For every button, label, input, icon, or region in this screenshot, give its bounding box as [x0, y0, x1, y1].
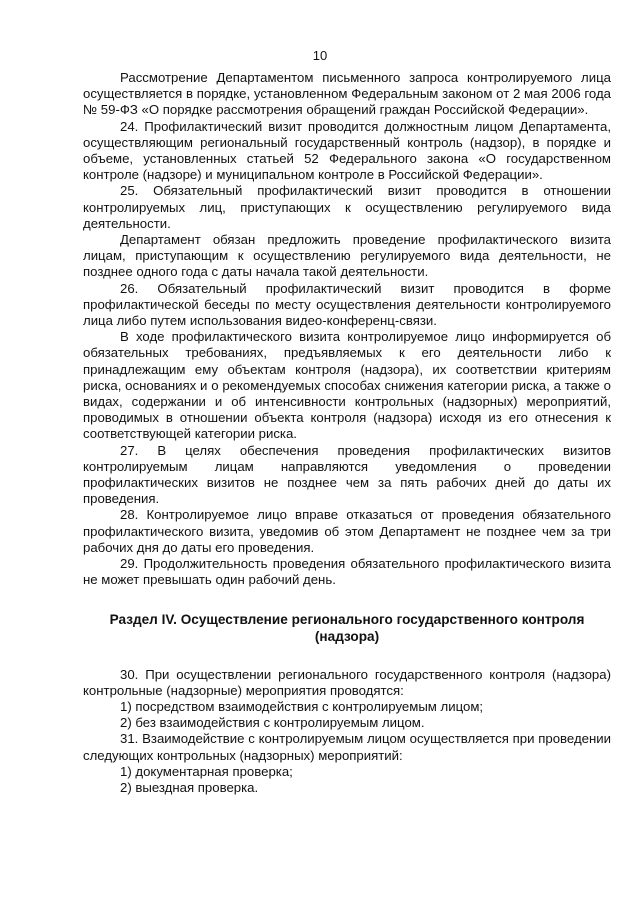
section-heading: Раздел IV. Осуществление регионального государственного контроля (надзора)	[109, 611, 585, 644]
list-item: 2) выездная проверка.	[120, 779, 259, 795]
paragraph-item-28: 28. Контролируемое лицо вправе отказаться от проведения обязательного профилактического визита, уведомив об этом Департамент не позднее чем за три рабочих дня до даты его проведения.	[83, 507, 611, 555]
list-item: 1) документарная проверка;	[120, 763, 293, 779]
document-body	[83, 70, 611, 796]
paragraph-item-26: 26. Обязательный профилактический визит проводится в форме профилактической беседы по месту осуществления деятельности контролируемого лица либо путем использования видео-конференц-связи.	[83, 280, 611, 329]
list-item: 2) без взаимодействия с контролируемым лицом.	[120, 715, 425, 731]
list-item: 1) посредством взаимодействия с контролируемым лицом;	[120, 698, 484, 714]
paragraph-item-24: 24. Профилактический визит проводится должностным лицом Департамента, осуществляющим региональный государственный контроль (надзор), в порядке и объеме, установленных статьей 52 Федерального закона «О государственном контроле (надзоре) и муниципальном контроле в Российской Федерации».	[83, 118, 611, 183]
paragraph-item-25: 25. Обязательный профилактический визит проводится в отношении контролируемых лиц, приступающих к осуществлению регулируемого вида деятельности.	[83, 183, 611, 231]
paragraph-visit-information: В ходе профилактического визита контролируемое лицо информируется об обязательных требованиях, предъявляемых к его деятельности либо к принадлежащим ему объектам контроля (надзора), их соответствии критериям риска, основаниях и о рекомендуемых способах снижения категории риска, а также о видах, содержании и об интенсивности контрольных (надзорных) мероприятий, проводимых в отношении объекта контроля (надзора) исходя из его отнесения к соответствующей категории риска.	[83, 329, 611, 442]
page-number: 10	[312, 48, 328, 63]
paragraph-department-obligation: Департамент обязан предложить проведение профилактического визита лицам, приступающим к осуществлению регулируемого вида деятельности, не позднее одного года с даты начала такой деятельности.	[83, 232, 611, 280]
paragraph-item-31: 31. Взаимодействие с контролируемым лицом осуществляется при проведении следующих контрольных (надзорных) мероприятий:	[83, 731, 611, 763]
paragraph-item-30: 30. При осуществлении регионального государственного контроля (надзора) контрольные (надзорные) мероприятия проводятся:	[83, 666, 611, 698]
paragraph-request-review: Рассмотрение Департаментом письменного запроса контролируемого лица осуществляется в порядке, установленном Федеральным законом от 2 мая 2006 года № 59-ФЗ «О порядке рассмотрения обращений граждан Российской Федерации».	[83, 70, 611, 118]
paragraph-item-27: 27. В целях обеспечения проведения профилактических визитов контролируемым лицам направляются уведомления о проведении профилактических визитов не позднее чем за пять рабочих дней до даты их проведения.	[83, 442, 611, 507]
paragraph-item-29: 29. Продолжительность проведения обязательного профилактического визита не может превышать один рабочий день.	[83, 556, 611, 588]
